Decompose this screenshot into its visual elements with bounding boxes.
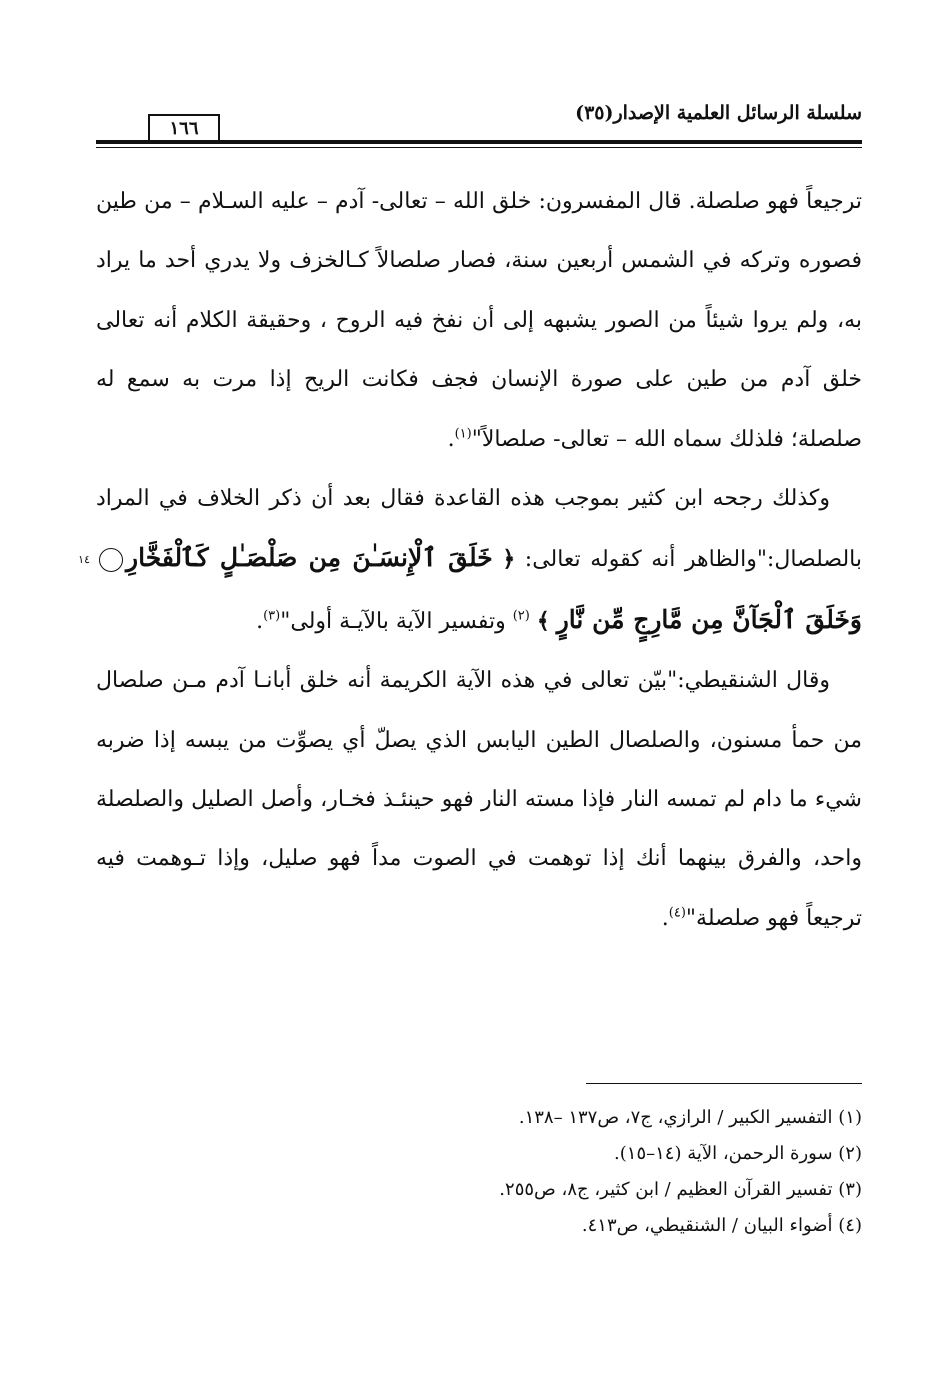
header-rule-thin [96,147,862,148]
footnotes [102,1100,862,1244]
paragraph-2-lead: وكذلك رجحه ابن كثير بموجب هذه القاعدة فقال بعد أن ذكر الخلاف في المراد بالصلصال:"والظاهر أنه كقوله تعالى: [96,486,862,573]
footnote-1: (١) التفسير الكبير / الرازي، ج٧، ص١٣٧ –١٣٨. [518,1107,862,1128]
paragraph-end: . [256,608,264,634]
quran-brace-open: ﴿ [502,546,516,573]
paragraph-1 [96,172,862,469]
footnote-ref-1: (١) [454,426,472,442]
paragraph-end: . [447,426,455,452]
ayah-number-marker: ١٤ [99,548,123,572]
paragraph-end: . [661,905,669,931]
footnote-4: (٤) أضواء البيان / الشنقيطي، ص٤١٣. [581,1215,862,1236]
footnote-ref-3: (٣) [263,608,281,624]
page-header [96,100,862,152]
paragraph-3-text: وقال الشنقيطي:"بيّن تعالى في هذه الآية الكريمة أنه خلق أبانـا آدم مـن صلصال من حمأ مسنون، والصلصال الطين اليابس الذي يصلّ أي يصوِّت من يبسه إذا ضربه شيء ما دام لم تمسه النار فإذا مسته النار فهو حينئـذ فخـار، وأصل الصليل والصلصلة واحد، والفرق بينهما أنك إذا توهمت في الصوت مداً فهو صليل، وإذا تـوهمت فيه ترجيعاً فهو صلصلة" [96,668,862,931]
quran-verse-15: وَخَلَقَ ٱلْجَآنَّ مِن مَّارِجٍ مِّن نَّارٍ [556,604,862,634]
page-number: ١٦٦ [148,114,220,140]
footnote-separator [586,1083,862,1084]
paragraph-2-tail: وتفسير الآية بالآيـة أولى" [280,608,506,634]
paragraph-1-text: ترجيعاً فهو صلصلة. قال المفسرون: خلق الله – تعالى- آدم – عليه السـلام – من طين فصوره وتركه في الشمس أربعين سنة، فصار صلصالاً كـالخزف ولا يدري أحد ما يراد به، ولم يروا شيئاً من الصور يشبهه إلى أن نفخ فيه الروح ، وحقيقة الكلام أنه تعالى خلق آدم من طين على صورة الإنسان فجف فكانت الريح إذا مرت به سمع له صلصلة؛ فلذلك سماه الله – تعالى- صلصالاً" [96,189,862,452]
footnote-ref-2: (٢) [512,608,530,624]
quran-brace-close: ﴾ [536,607,550,634]
header-rule-thick [96,140,862,144]
footnote-3: (٣) تفسير القرآن العظيم / ابن كثير، ج٨، ص٢٥٥. [499,1179,862,1200]
series-title: سلسلة الرسائل العلمية الإصدار(٣٥) [575,102,862,124]
quran-verse-14: خَلَقَ ٱلْإِنسَـٰنَ مِن صَلْصَـٰلٍ كَٱلْفَخَّارِ [126,543,493,573]
paragraph-3 [96,651,862,948]
footnote-ref-4: (٤) [668,905,686,921]
body-text [78,172,862,948]
paragraph-2 [78,469,862,651]
footnote-2: (٢) سورة الرحمن، الآية (١٤–١٥). [614,1143,862,1164]
